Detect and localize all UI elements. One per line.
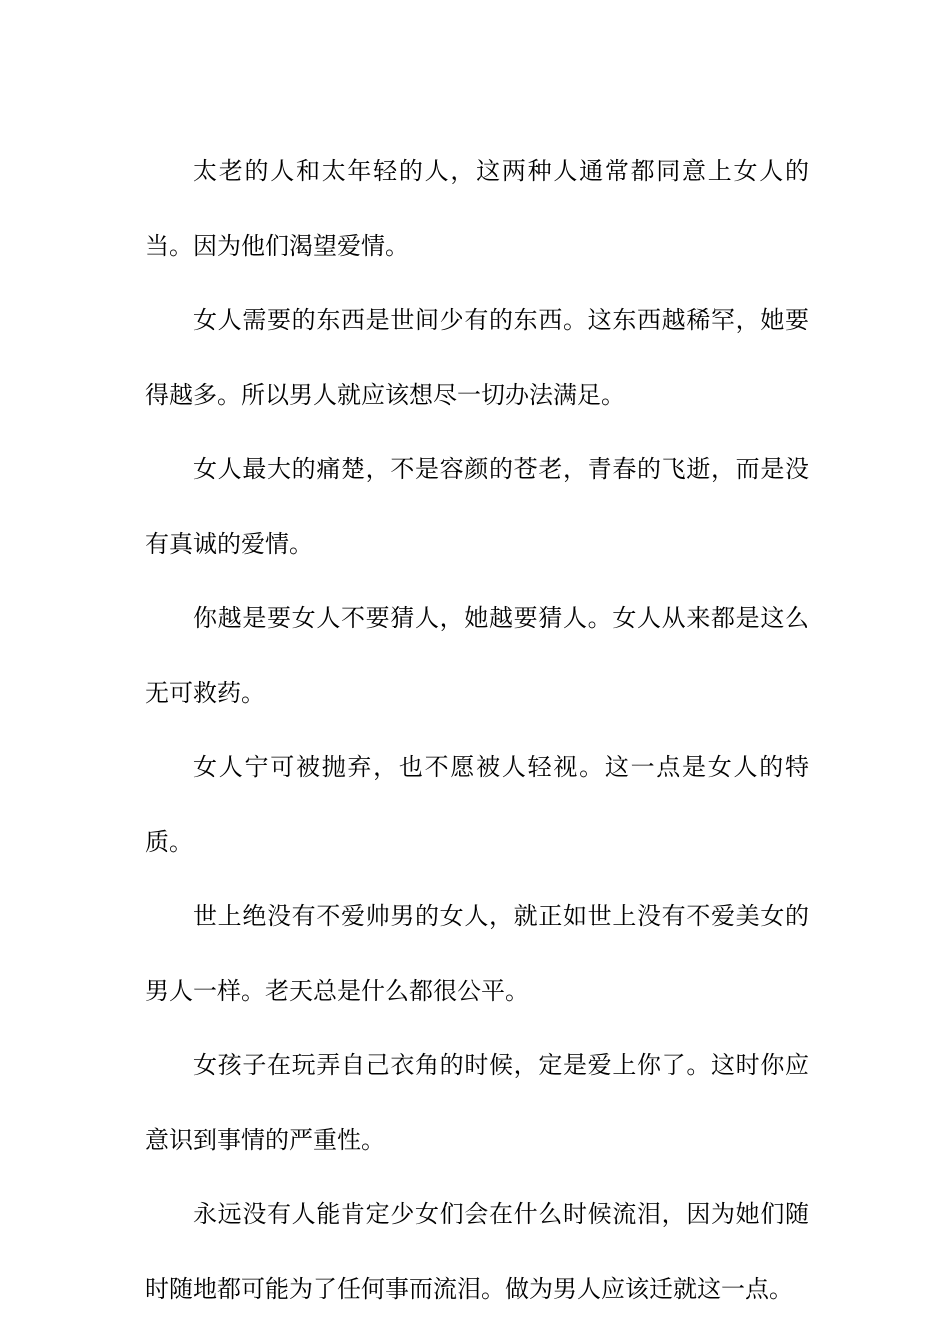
- paragraph-5: 女人宁可被抛弃，也不愿被人轻视。这一点是女人的特质。: [145, 753, 809, 856]
- paragraph-1: 太老的人和太年轻的人，这两种人通常都同意上女人的当。因为他们渴望爱情。: [145, 157, 809, 260]
- paragraph-6: 世上绝没有不爱帅男的女人，就正如世上没有不爱美女的男人一样。老天总是什么都很公平。: [145, 902, 809, 1005]
- body-text: [145, 134, 809, 1326]
- paragraph-8: 永远没有人能肯定少女们会在什么时候流泪，因为她们随时随地都可能为了任何事而流泪。做为男人应该迁就这一点。: [145, 1200, 809, 1303]
- paragraph-3: 女人最大的痛楚，不是容颜的苍老，青春的飞逝，而是没有真诚的爱情。: [145, 455, 809, 558]
- paragraph-2: 女人需要的东西是世间少有的东西。这东西越稀罕，她要得越多。所以男人就应该想尽一切办法满足。: [145, 306, 809, 409]
- paragraph-7: 女孩子在玩弄自己衣角的时候，定是爱上你了。这时你应意识到事情的严重性。: [145, 1051, 809, 1154]
- paragraph-4: 你越是要女人不要猜人，她越要猜人。女人从来都是这么无可救药。: [145, 604, 809, 707]
